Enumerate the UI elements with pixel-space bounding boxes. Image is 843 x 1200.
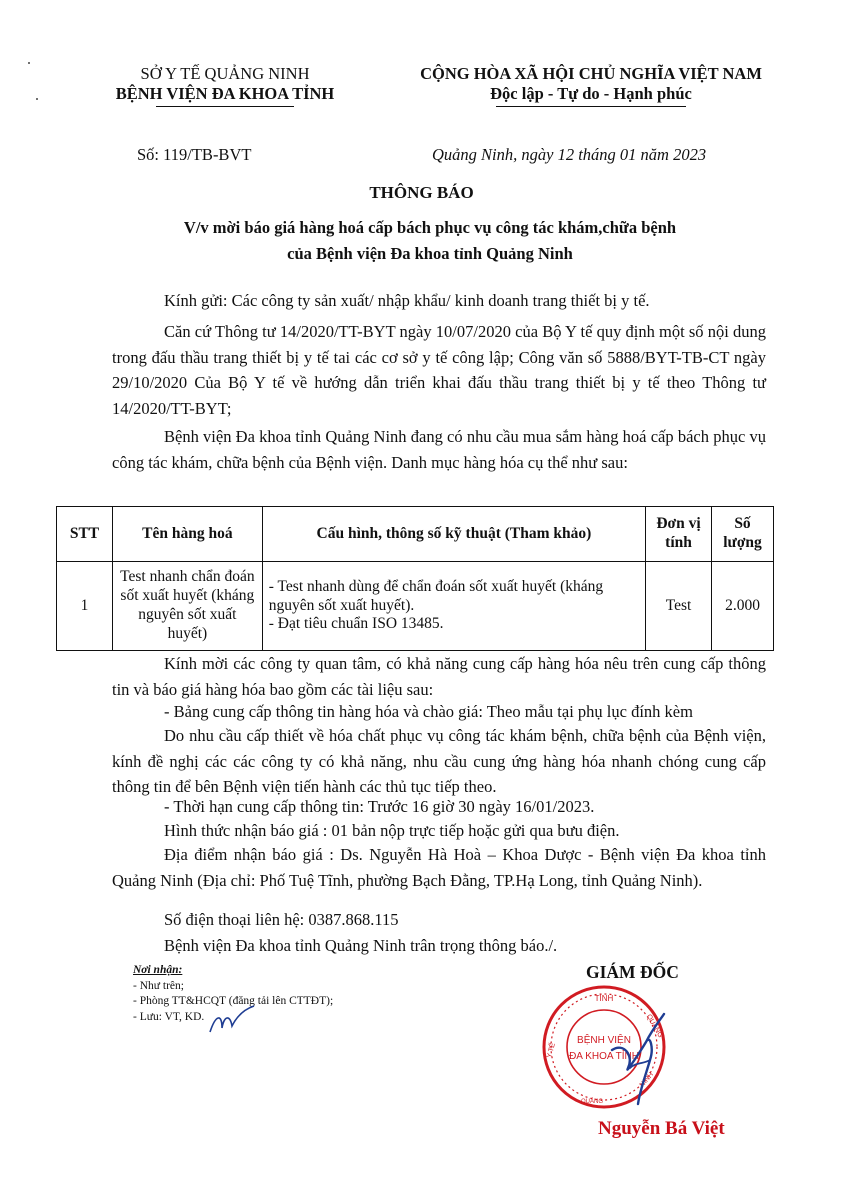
spec-line-1: - Test nhanh dùng để chẩn đoán sốt xuất huyết (kháng nguyên sốt xuất huyết). (268, 577, 604, 614)
legal-basis-paragraph: Căn cứ Thông tư 14/2020/TT-BYT ngày 10/07/2020 của Bộ Y tế quy định một số nội dung trong đấu thầu trang thiết bị y tế tai các cơ sở y tế công lập; Công văn số 5888/BYT-TB-CT ngày 29/10/2020 Của Bộ Y tế về hướng dẫn triển khai đấu thầu trang thiết bị y tế theo Thông tư 14/2020/TT-BYT; (112, 322, 766, 418)
cell-unit: Test (646, 562, 712, 651)
national-heading (386, 64, 796, 107)
col-header-qty-line1: Số (734, 515, 751, 533)
submission-method: Hình thức nhận báo giá : 01 bản nộp trực tiếp hoặc gửi qua bưu điện. (164, 821, 620, 840)
hospital-name: BỆNH VIỆN ĐA KHOA TỈNH (115, 84, 335, 104)
deadline: - Thời hạn cung cấp thông tin: Trước 16 giờ 30 ngày 16/01/2023. (164, 797, 595, 816)
signer-name: Nguyễn Bá Việt (598, 1118, 725, 1139)
table-header-row (57, 507, 774, 562)
document-title: THÔNG BÁO (369, 183, 474, 202)
col-header-unit-line1: Đơn vị (656, 515, 701, 533)
document-subject (60, 215, 800, 268)
invite-paragraph: Kính mời các công ty quan tâm, có khả năng cung cấp hàng hóa nêu trên cung cấp thông tin và báo giá hàng hóa bao gồm các tài liệu sau: (112, 654, 766, 699)
motto-underline (496, 106, 686, 107)
seal-ring-bottom: NINH (638, 1071, 656, 1089)
col-header-unit-line2: tính (665, 534, 692, 551)
form-requirement: - Bảng cung cấp thông tin hàng hóa và chào giá: Theo mẫu tại phụ lục đính kèm (164, 702, 693, 721)
closing-line: Bệnh viện Đa khoa tỉnh Quảng Ninh trân trọng thông báo./. (164, 936, 558, 955)
issuing-agency (80, 64, 370, 107)
cell-name: Test nhanh chẩn đoán sốt xuất huyết (kháng nguyên sốt xuất huyết) (112, 562, 262, 651)
hospital-underline (156, 106, 294, 107)
scan-speck (36, 98, 38, 100)
goods-table (56, 506, 774, 651)
document-number: Số: 119/TB-BVT (137, 145, 252, 164)
submission-location: Địa điểm nhận báo giá : Ds. Nguyễn Hà Hoà – Khoa Dược - Bệnh viện Đa khoa tỉnh Quảng Ninh (Địa chỉ: Phố Tuệ Tĩnh, phường Bạch Đằng, TP.Hạ Long, tỉnh Quảng Ninh). (112, 845, 766, 890)
seal-inner-line-2: ĐA KHOA TỈNH (569, 1051, 639, 1062)
cell-spec (262, 562, 645, 651)
national-motto: Độc lập - Tự do - Hạnh phúc (490, 84, 692, 104)
seal-ring-left: Y TẾ (546, 1042, 557, 1059)
spec-line-2: - Đạt tiêu chuẩn ISO 13485. (268, 615, 444, 633)
subject-line-2: của Bệnh viện Đa khoa tỉnh Quảng Ninh (287, 244, 573, 264)
subject-line-1: V/v mời báo giá hàng hoá cấp bách phục vụ công tác khám,chữa bệnh (183, 218, 677, 237)
seal-ring-top: TỈNH (594, 994, 614, 1003)
handwritten-signature (600, 1012, 670, 1107)
need-paragraph: Bệnh viện Đa khoa tỉnh Quảng Ninh đang có nhu cầu mua sắm hàng hoá cấp bách phục vụ công tác khám, chữa bệnh của Bệnh viện. Danh mục hàng hóa cụ thể như sau: (112, 427, 766, 472)
seal-inner-line-1: BỆNH VIỆN (577, 1035, 631, 1046)
initials-mark (208, 1004, 258, 1039)
country-name: CỘNG HÒA XÃ HỘI CHỦ NGHĨA VIỆT NAM (420, 64, 762, 83)
col-header-spec: Cấu hình, thông số kỹ thuật (Tham khảo) (262, 507, 645, 562)
place-date: Quảng Ninh, ngày 12 tháng 01 năm 2023 (432, 145, 707, 164)
table-row (57, 562, 774, 651)
recipient-item: - Lưu: VT, KD. (133, 1010, 205, 1023)
scan-speck (28, 62, 30, 64)
cell-stt: 1 (57, 562, 113, 651)
recipient-item: - Phòng TT&HCQT (đăng tải lên CTTĐT); (133, 995, 334, 1008)
greeting: Kính gửi: Các công ty sản xuất/ nhập khẩu/ kinh doanh trang thiết bị y tế. (164, 291, 650, 310)
signer-title: GIÁM ĐỐC (586, 962, 679, 982)
seal-ring-bottom-left: QUẢNG (580, 1099, 604, 1105)
contact-phone: Số điện thoại liên hệ: 0387.868.115 (164, 910, 399, 929)
col-header-qty (712, 507, 774, 562)
recipients-label: Nơi nhận: (133, 964, 183, 976)
urgency-paragraph: Do nhu cầu cấp thiết về hóa chất phục vụ công tác khám bệnh, chữa bệnh của Bệnh viện, kính đề nghị các các công ty có khả năng, nhu cầu cung ứng hàng hóa nhanh chóng cung cấp thông tin để bên Bệnh viện tiến hành các thủ tục tiếp theo. (112, 726, 766, 797)
seal-ring-right: QUẢNG (644, 1013, 664, 1040)
recipient-item: - Như trên; (133, 979, 184, 992)
col-header-qty-line2: lượng (723, 534, 762, 551)
ministry-name: SỞ Y TẾ QUẢNG NINH (140, 64, 310, 83)
col-header-unit (646, 507, 712, 562)
col-header-stt: STT (57, 507, 113, 562)
col-header-name: Tên hàng hoá (112, 507, 262, 562)
cell-qty: 2.000 (712, 562, 774, 651)
